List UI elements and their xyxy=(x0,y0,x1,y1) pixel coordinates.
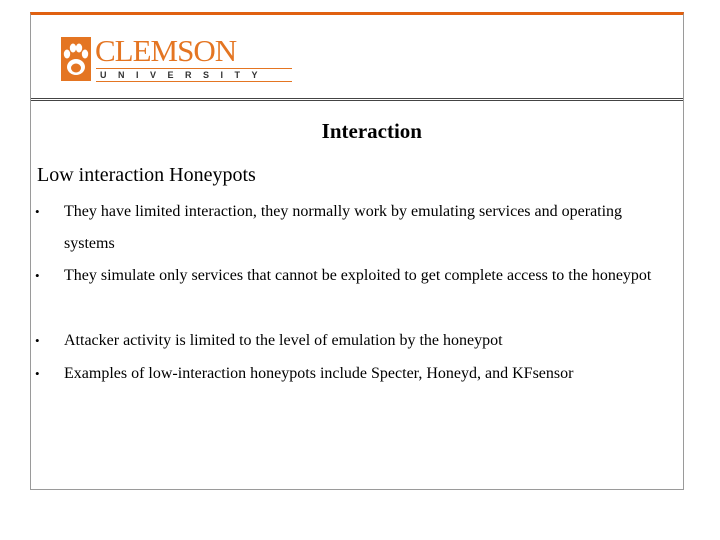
slide xyxy=(30,12,684,490)
logo-wordmark: CLEMSON xyxy=(95,33,237,68)
logo-subtitle-text: UNIVERSITY xyxy=(100,70,270,80)
clemson-logo xyxy=(59,35,269,85)
bullet-text: They have limited interaction, they normally work by emulating services and operating systems xyxy=(64,203,623,252)
header-divider xyxy=(31,98,683,101)
logo-subtitle xyxy=(96,68,292,82)
slide-title: Interaction xyxy=(321,119,422,143)
bullet-text: Attacker activity is limited to the level of emulation by the honeypot xyxy=(64,332,503,349)
bullet-text: They simulate only services that cannot be exploited to get complete access to the honeypot xyxy=(64,267,652,284)
section-heading: Low interaction Honeypots xyxy=(37,164,256,186)
tiger-paw-icon xyxy=(61,37,91,81)
bullet-marker: • xyxy=(35,333,40,348)
bullet-marker: • xyxy=(35,268,40,283)
bullet-marker: • xyxy=(35,204,40,219)
bullet-marker: • xyxy=(35,366,40,381)
bullet-text: Examples of low-interaction honeypots include Specter, Honeyd, and KFsensor xyxy=(64,365,574,382)
